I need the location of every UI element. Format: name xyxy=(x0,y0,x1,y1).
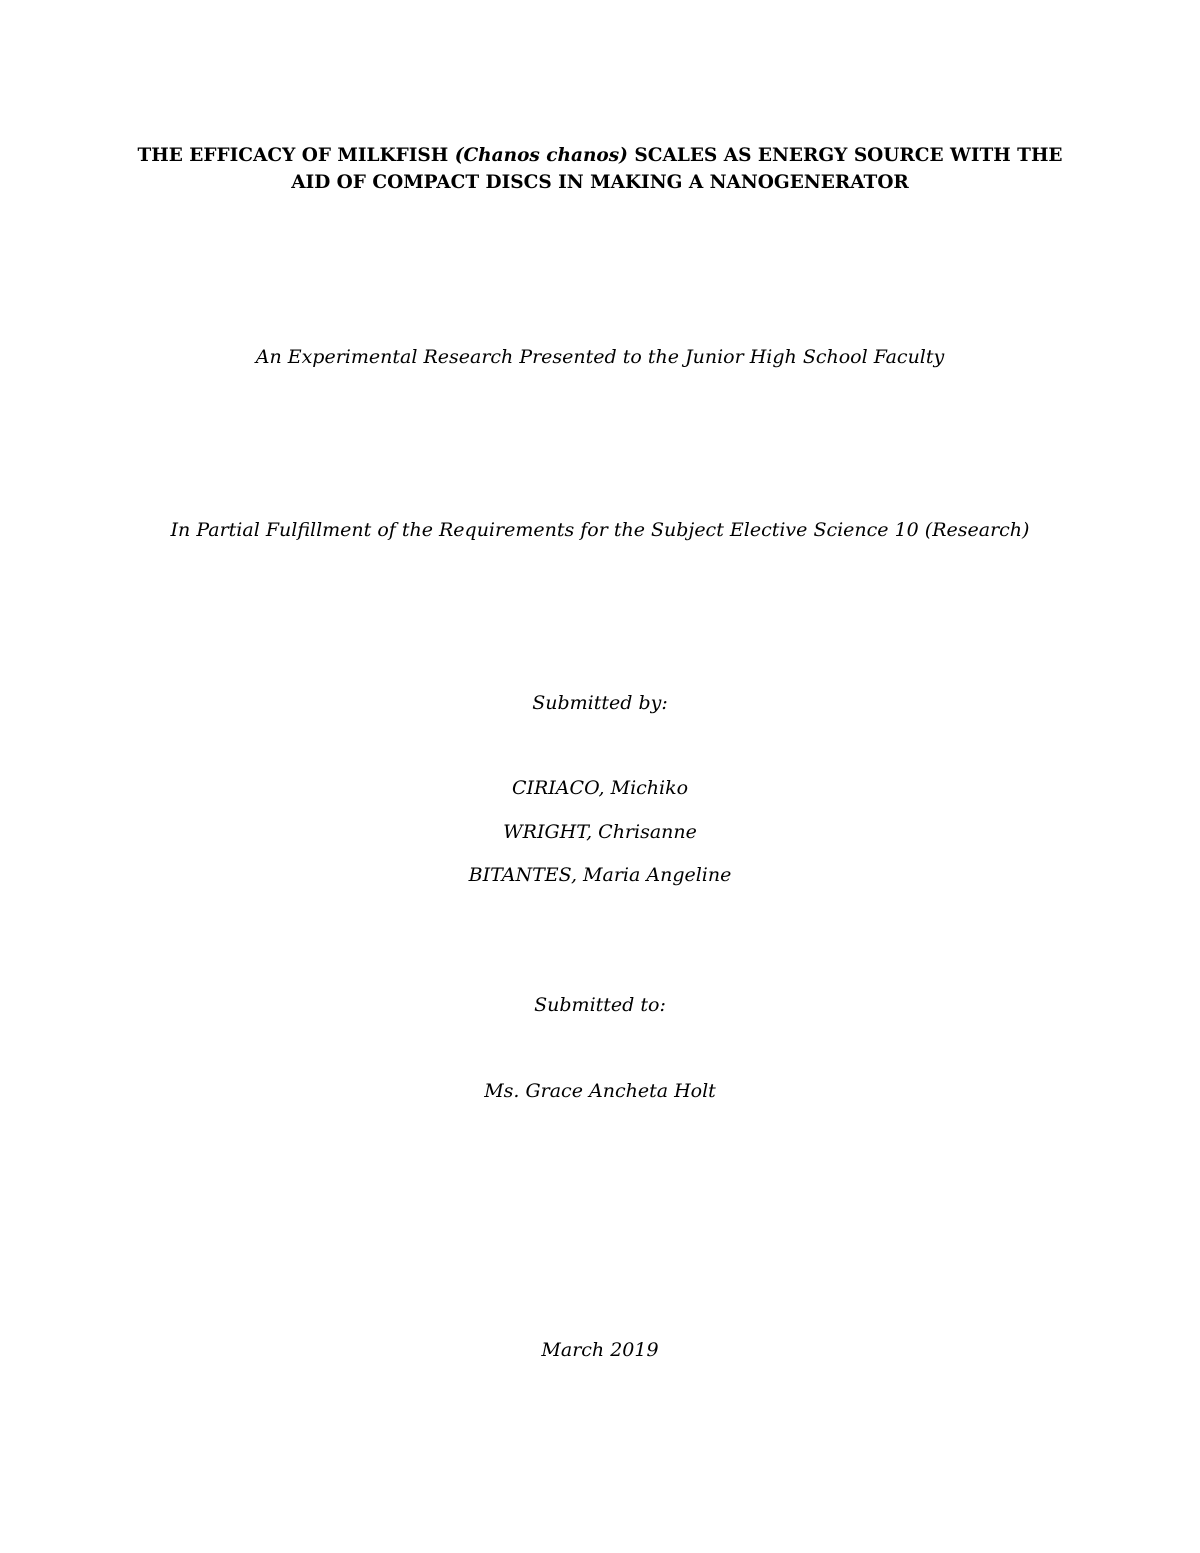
title-text-start: THE EFFICACY OF MILKFISH xyxy=(137,145,455,166)
submission-date: March 2019 xyxy=(541,1339,659,1361)
author-name: BITANTES, Maria Angeline xyxy=(468,864,732,886)
title-scientific-name: (Chanos chanos) xyxy=(454,145,628,166)
author-name: WRIGHT, Chrisanne xyxy=(503,821,697,843)
title-text-end: SCALES AS ENERGY SOURCE WITH THE xyxy=(627,145,1063,166)
research-description: An Experimental Research Presented to the Junior High School Faculty xyxy=(255,346,945,368)
adviser-name: Ms. Grace Ancheta Holt xyxy=(484,1080,716,1102)
submitted-to-label: Submitted to: xyxy=(534,994,666,1016)
document-title-line-2: AID OF COMPACT DISCS IN MAKING A NANOGENERATOR xyxy=(291,172,909,193)
submitted-by-label: Submitted by: xyxy=(532,692,668,714)
document-title-line-1 xyxy=(0,143,1200,169)
author-name: CIRIACO, Michiko xyxy=(511,777,689,799)
fulfillment-statement: In Partial Fulfillment of the Requirements for the Subject Elective Science 10 (Research) xyxy=(170,519,1030,541)
